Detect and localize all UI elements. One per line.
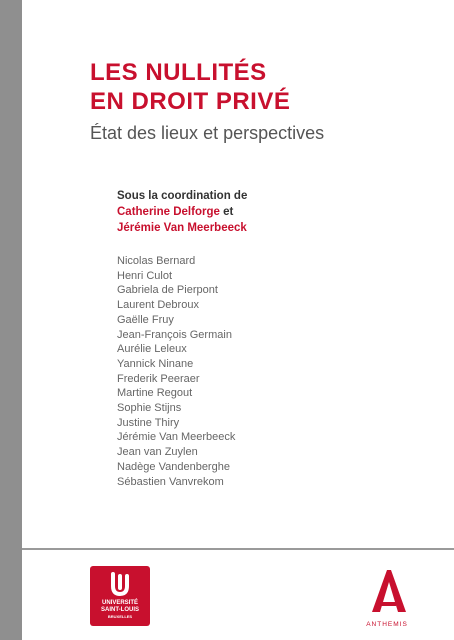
author-name: Aurélie Leleux (117, 343, 187, 356)
university-logo-line-1: UNIVERSITÉ (101, 600, 138, 606)
book-spine (0, 0, 22, 640)
university-u-icon (109, 572, 131, 598)
author-name: Sébastien Vanvrekom (117, 475, 224, 488)
author-name: Henri Culot (117, 269, 173, 282)
book-title (90, 58, 290, 116)
author-name: Jean-François Germain (117, 328, 232, 341)
author-name: Jean van Zuylen (117, 446, 198, 459)
author-list (117, 254, 235, 489)
publisher-logo (360, 568, 414, 628)
university-logo-line-3: BRUXELLES (107, 614, 133, 619)
anthemis-a-logo-icon (360, 568, 414, 614)
author-name: Yannick Ninane (117, 357, 194, 370)
author-name: Gaëlle Fruy (117, 313, 174, 326)
author-name: Martine Regout (117, 387, 193, 400)
book-subtitle: État des lieux et perspectives (90, 123, 325, 143)
author-name: Justine Thiry (117, 416, 180, 429)
title-line-1: LES NULLITÉS (90, 59, 267, 86)
author-name: Jérémie Van Meerbeeck (117, 431, 236, 444)
author-name: Frederik Peeraer (117, 372, 200, 385)
author-name: Nadège Vandenberghe (117, 460, 230, 473)
author-name: Sophie Stijns (117, 402, 182, 415)
university-logo-text (90, 600, 150, 621)
author-name: Nicolas Bernard (117, 255, 196, 267)
footer-divider (22, 548, 454, 550)
coordination-conjunction: et (223, 206, 234, 218)
editor-name: Catherine Delforge (117, 206, 220, 218)
author-name: Gabriela de Pierpont (117, 284, 218, 297)
university-logo-line-2: SAINT-LOUIS (100, 606, 139, 613)
author-name: Laurent Debroux (117, 299, 199, 312)
coordination-label: Sous la coordination de (117, 190, 248, 202)
university-saint-louis-logo (90, 566, 150, 626)
title-line-2: EN DROIT PRIVÉ (90, 88, 291, 115)
publisher-name: ANTHEMIS (366, 621, 408, 628)
editor-name: Jérémie Van Meerbeeck (117, 222, 247, 234)
coordination-block (117, 188, 247, 236)
